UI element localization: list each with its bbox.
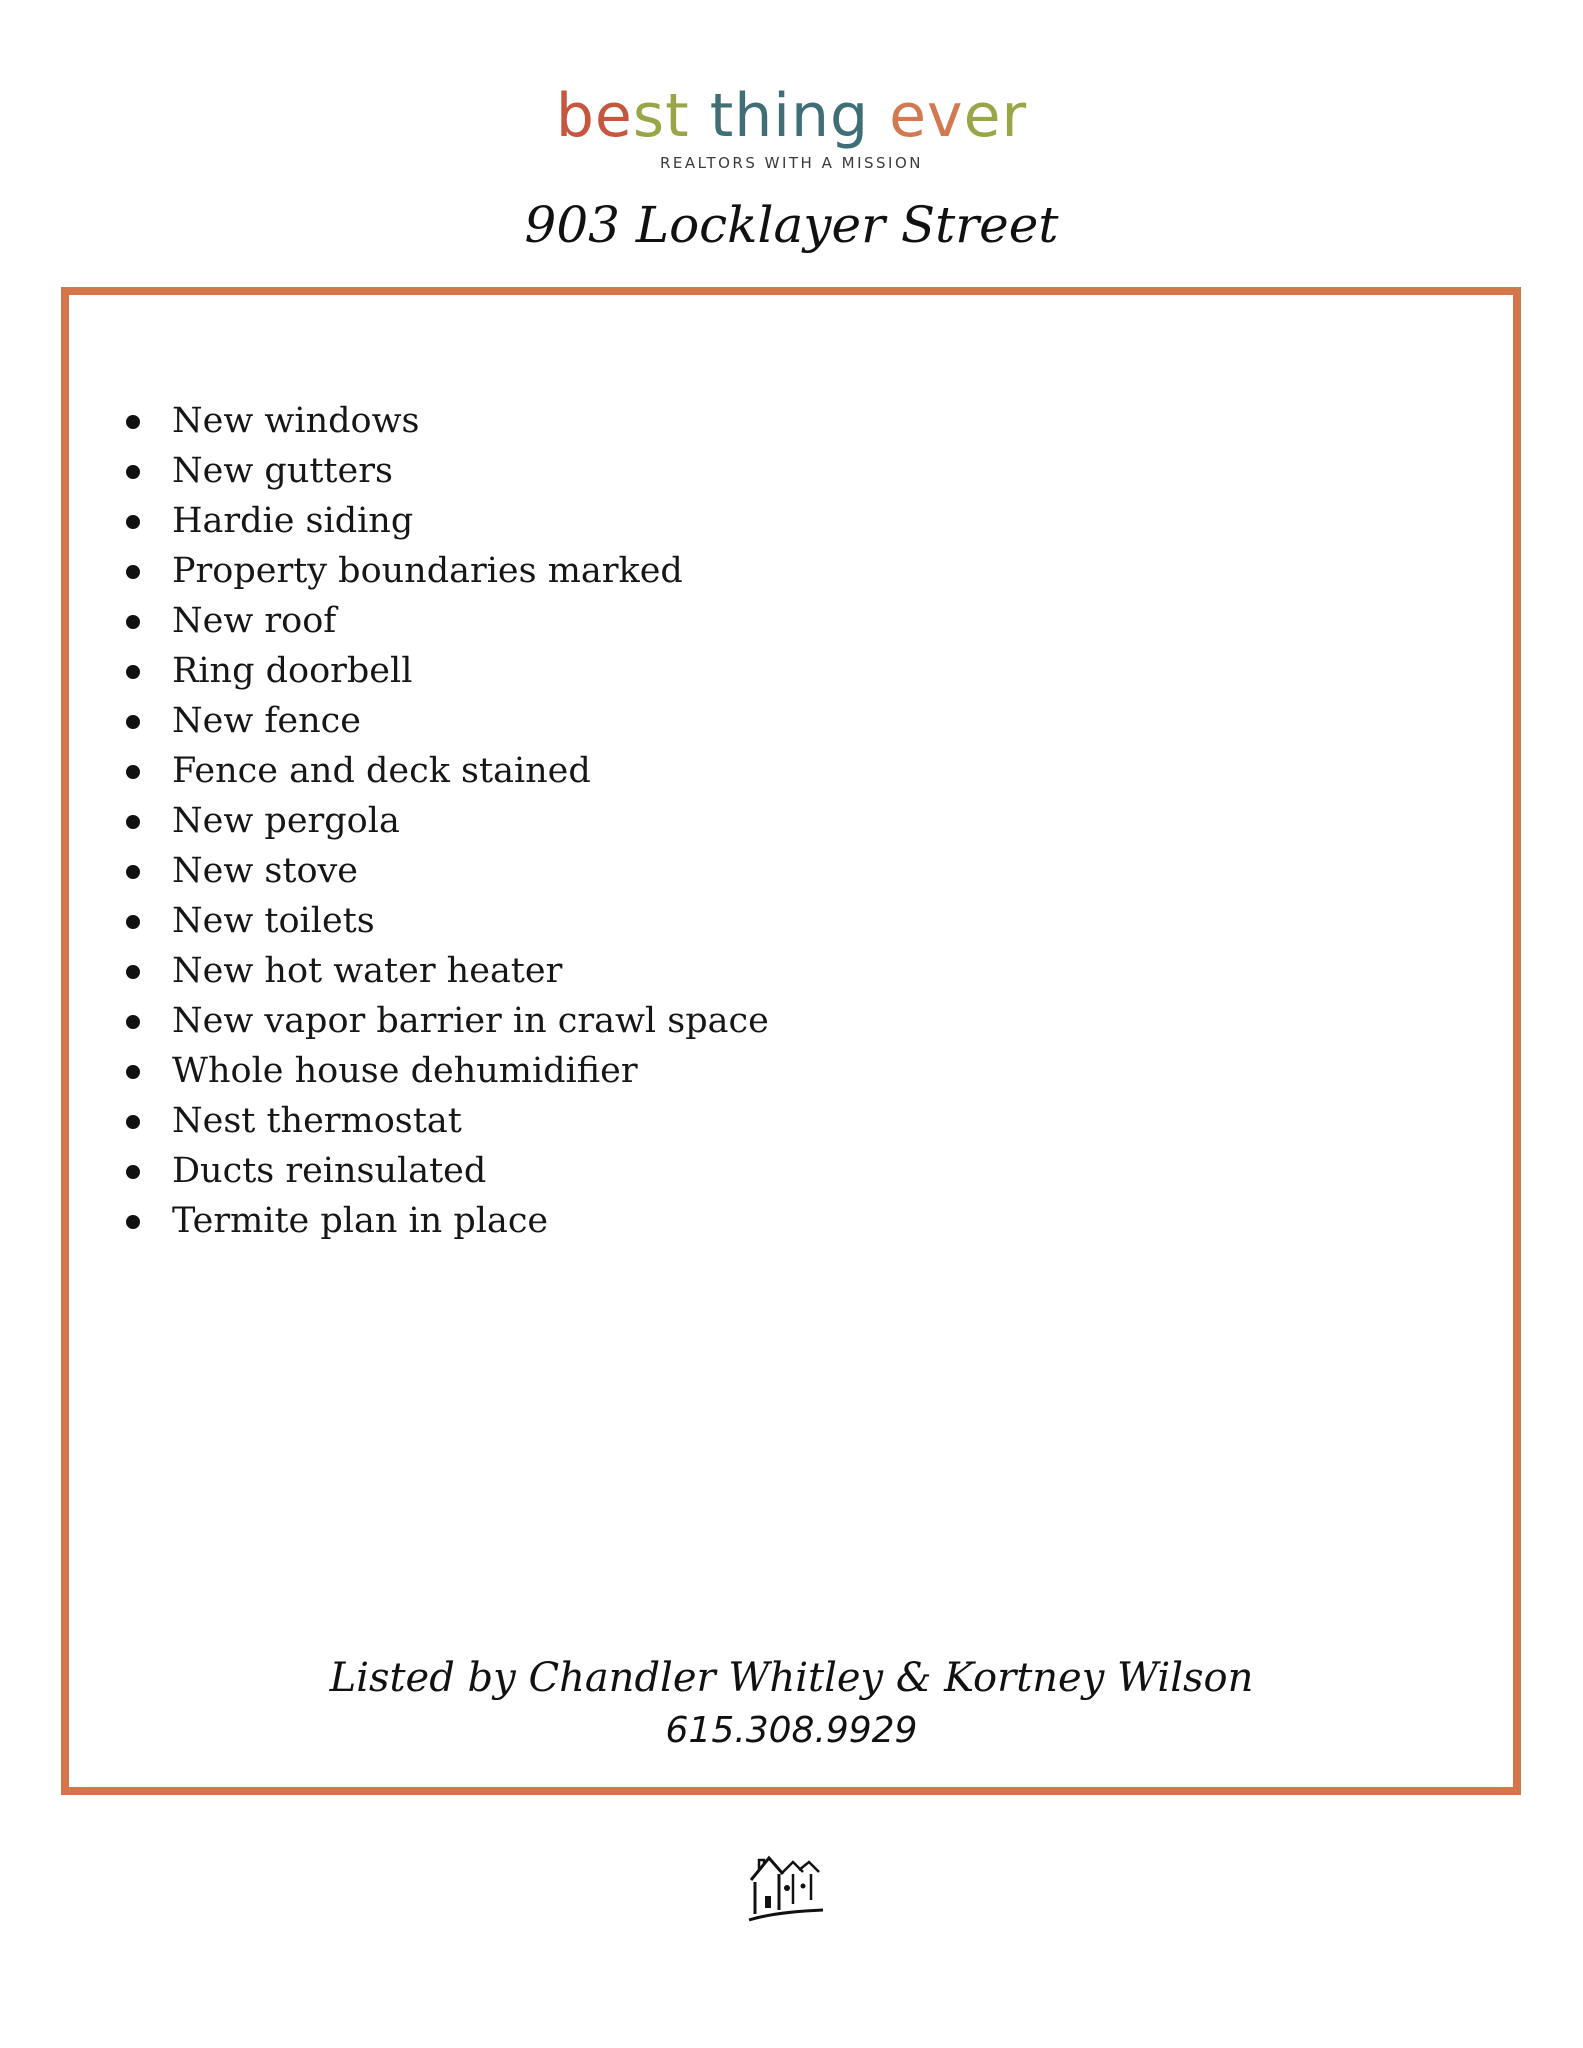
bullet-icon (126, 1115, 140, 1129)
list-item-label: New windows (172, 401, 420, 441)
list-item-label: New roof (172, 601, 337, 641)
bullet-icon (126, 1065, 140, 1079)
feature-list (108, 396, 769, 1246)
bullet-icon (126, 565, 140, 579)
logo-letters: thing (709, 81, 870, 151)
list-item-label: Hardie siding (172, 501, 414, 541)
list-item-label: Ducts reinsulated (172, 1151, 487, 1191)
logo-letters: ev (889, 81, 964, 151)
list-item (108, 396, 769, 446)
list-item (108, 846, 769, 896)
bullet-icon (126, 915, 140, 929)
bullet-icon (126, 865, 140, 879)
list-item-label: Termite plan in place (172, 1201, 549, 1241)
bullet-icon (126, 715, 140, 729)
list-item (108, 446, 769, 496)
bullet-icon (126, 1015, 140, 1029)
list-item-label: Ring doorbell (172, 651, 413, 691)
list-item-label: Nest thermostat (172, 1101, 462, 1141)
list-item-label: Property boundaries marked (172, 551, 683, 591)
logo-letters: st (632, 81, 690, 151)
list-item (108, 1146, 769, 1196)
list-item (108, 746, 769, 796)
brand-tagline: REALTORS WITH A MISSION (660, 154, 923, 172)
list-item-label: New hot water heater (172, 951, 563, 991)
list-item (108, 646, 769, 696)
brand-logo (0, 82, 1583, 172)
bullet-icon (126, 1165, 140, 1179)
list-item (108, 1196, 769, 1246)
bullet-icon (126, 965, 140, 979)
list-item (108, 796, 769, 846)
list-item-label: New toilets (172, 901, 375, 941)
house-icon (745, 1852, 825, 1924)
listed-by: Listed by Chandler Whitley & Kortney Wilson (329, 1655, 1254, 1701)
bullet-icon (126, 415, 140, 429)
bullet-icon (126, 815, 140, 829)
list-item-label: New gutters (172, 451, 393, 491)
bullet-icon (126, 515, 140, 529)
list-item-label: Fence and deck stained (172, 751, 591, 791)
phone-number: 615.308.9929 (665, 1710, 918, 1751)
brand-wordmark (0, 82, 1583, 150)
bullet-icon (126, 665, 140, 679)
list-item (108, 1046, 769, 1096)
list-item (108, 496, 769, 546)
list-item-label: New vapor barrier in crawl space (172, 1001, 769, 1041)
page-title: 903 Locklayer Street (524, 196, 1059, 254)
bullet-icon (126, 465, 140, 479)
logo-letters (690, 81, 710, 151)
logo-letters (869, 81, 889, 151)
bullet-icon (126, 1215, 140, 1229)
list-item (108, 996, 769, 1046)
bullet-icon (126, 765, 140, 779)
bullet-icon (126, 615, 140, 629)
list-item (108, 896, 769, 946)
list-item-label: Whole house dehumidifier (172, 1051, 638, 1091)
list-item (108, 696, 769, 746)
list-item-label: New fence (172, 701, 361, 741)
list-item (108, 1096, 769, 1146)
logo-letters: er (963, 81, 1028, 151)
list-item (108, 946, 769, 996)
list-item-label: New stove (172, 851, 359, 891)
logo-letters: be (555, 81, 633, 151)
list-item (108, 546, 769, 596)
list-item-label: New pergola (172, 801, 400, 841)
list-item (108, 596, 769, 646)
